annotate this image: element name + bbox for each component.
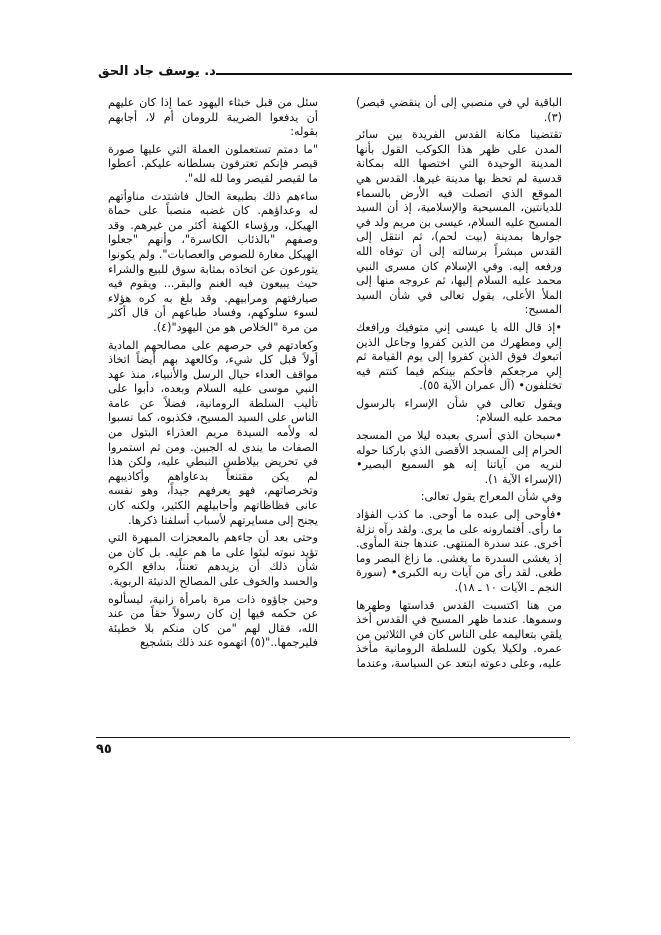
paragraph: وحتى بعد أن جاءهم بالمعجزات المبهرة التي تؤيد نبوته لبثوا على ما هم عليه. بل كان من شأن ذلك أن يزيدهم تعنتاً، بدافع الكره والحسد والخوف على المصالح الدنيئة الربوية. (108, 531, 318, 588)
page-number: ٩٥ (96, 742, 112, 757)
paragraph: وكعادتهم في حرصهم على مصالحهم المادية أولاً قبل كل شيء، وكالعهد بهم أيضاً اتخاذ مواقف العداء حيال الرسل والأنبياء، منذ عهد النبي موسى عليه السلام وبعده، دأبوا على تأليب السلطة الرومانية، فضلاً عن عامة الناس على السيد المسيح، فكذبوه، كما نسبوا له ولأمه السيدة مريم العذراء البتول من الصفات ما يندى له الجبين. ومن ثم استمروا في تحريض بيلاطس النبطي عليه، ولكن هذا لم يكن مقتنعاً بدعاواهم وأكاذيبهم وتخرصاتهم، فهو يعرفهم جيداً، وهو نفسه عانى فظاظاتهم وأحابيلهم الكثير، ولكنه كان يجنح إلى مسايرتهم لأسباب أسلفنا ذكرها. (108, 338, 318, 527)
paragraph: وحين جاؤوه ذات مرة بامرأة زانية، ليسألوه عن حكمه فيها إن كان رسولاً حقاً من عند الله، فقال لهم "من كان منكم بلا خطيئة فليرجمها.."(٥) اتهموه عند ذلك بتشجيع (108, 592, 318, 650)
paragraph: من هنا اكتسبت القدس قداستها وطهرها وسموها. عندما ظهر المسيح في القدس أخذ يلقي بتعاليمه على الناس كان في الثلاثين من عمره. ولكيلا يكون للسلطة الرومانية مأخذ عليه، وعلى دعوته ابتعد عن السياسة، وعندما (356, 598, 562, 670)
paragraph: الباقية لي في منصبي إلى أن ينقضي قيصر)(٣). (356, 96, 562, 124)
author-name: د. يوسف جاد الحق (92, 64, 216, 79)
right-column (356, 96, 562, 675)
quran-verse: •إذ قال الله يا عيسى إني متوفيك ورافعك إلي ومطهرك من الذين كفروا وجاعل الذين اتبعوك فوق الذين كفروا إلى يوم القيامة ثم إلي مرجعكم فأحكم بينكم فيما كنتم فيه تختلفون• (آل عمران الآية ٥٥). (356, 320, 562, 393)
paragraph: ساءهم ذلك بطبيعة الحال فاشتدت مناوأتهم له وعداؤهم. كان غضبه منصباً على حماة الهيكل، ورؤساء الكهنة أكثر من غيرهم. وقد وصفهم "بالذئاب الكاسرة"، وأنهم "جعلوا الهيكل مغارة للصوص والعصابات". ولم يكونوا يتورعون عن اتخاذه بمثابة سوق للبيع والشراء حيث يبيعون فيه الغنم والبقر... ويقوم فيه صيارفتهم ومرابيهم. وقد بلغ به كره هؤلاء لسوء سلوكهم، وفساد طباعهم أن قال أكثر من مرة "الخلاص هو من اليهود"(٤). (108, 189, 318, 334)
quotation: "ما دمتم تستعملون العملة التي عليها صورة قيصر فإنكم تعترفون بسلطانه عليكم. أعطوا ما لقيصر لقيصر وما لله لله". (108, 142, 318, 185)
left-column (108, 96, 318, 654)
quran-verse: •فأوحى إلى عبده ما أوحى. ما كذب الفؤاد ما رأى. أفتمارونه على ما يرى. ولقد رآه نزلة أخرى. عند سدرة المنتهى. عندها جنة المأوى. إذ يغشى السدرة ما يغشى. ما زاغ البصر وما طغى. لقد رأى من آيات ربه الكبرى• (سورة النجم ـ الآيات ١٠ ـ ١٨). (356, 508, 562, 594)
paragraph: ويقول تعالى في شأن الإسراء بالرسول محمد عليه السلام: (356, 396, 562, 425)
quran-verse: •سبحان الذي أسرى بعبده ليلا من المسجد الحرام إلى المسجد الأقصى الذي باركنا حوله لنريه من آياتنا إنه هو السميع البصير• (الإسراء الآية ١). (356, 429, 562, 486)
paragraph: تقتضينا مكانة القدس الفريدة بين سائر المدن على ظهر هذا الكوكب القول بأنها المدينة الوحيدة التي اختصها الله بمكانة قدسية لم تحظ بها مدينة غيرها. القدس هي الموقع الذي اتصلت فيه الأرض بالسماء للديانتين، المسيحية والإسلامية، إذ أن السيد المسيح عليه السلام، عيسى بن مريم ولد في جوارها بمدينة (بيت لحم)، ثم انتقل إلى القدس مبشراً برسالته إلى أن توفاه الله ورفعه إليه. وفي الإسلام كان مسرى النبي محمد عليه السلام إليها، ثم عروجه منها إلى الملأ الأعلى، يقول تعالى في شأن السيد المسيح: (356, 128, 562, 317)
paragraph: وفي شأن المعراج يقول تعالى: (420, 490, 562, 504)
paragraph: سئل من قبل خبثاء اليهود عما إذا كان عليهم أن يدفعوا الضريبة للرومان أم لا، أجابهم بقوله: (108, 96, 318, 139)
footer-rule (96, 737, 570, 738)
